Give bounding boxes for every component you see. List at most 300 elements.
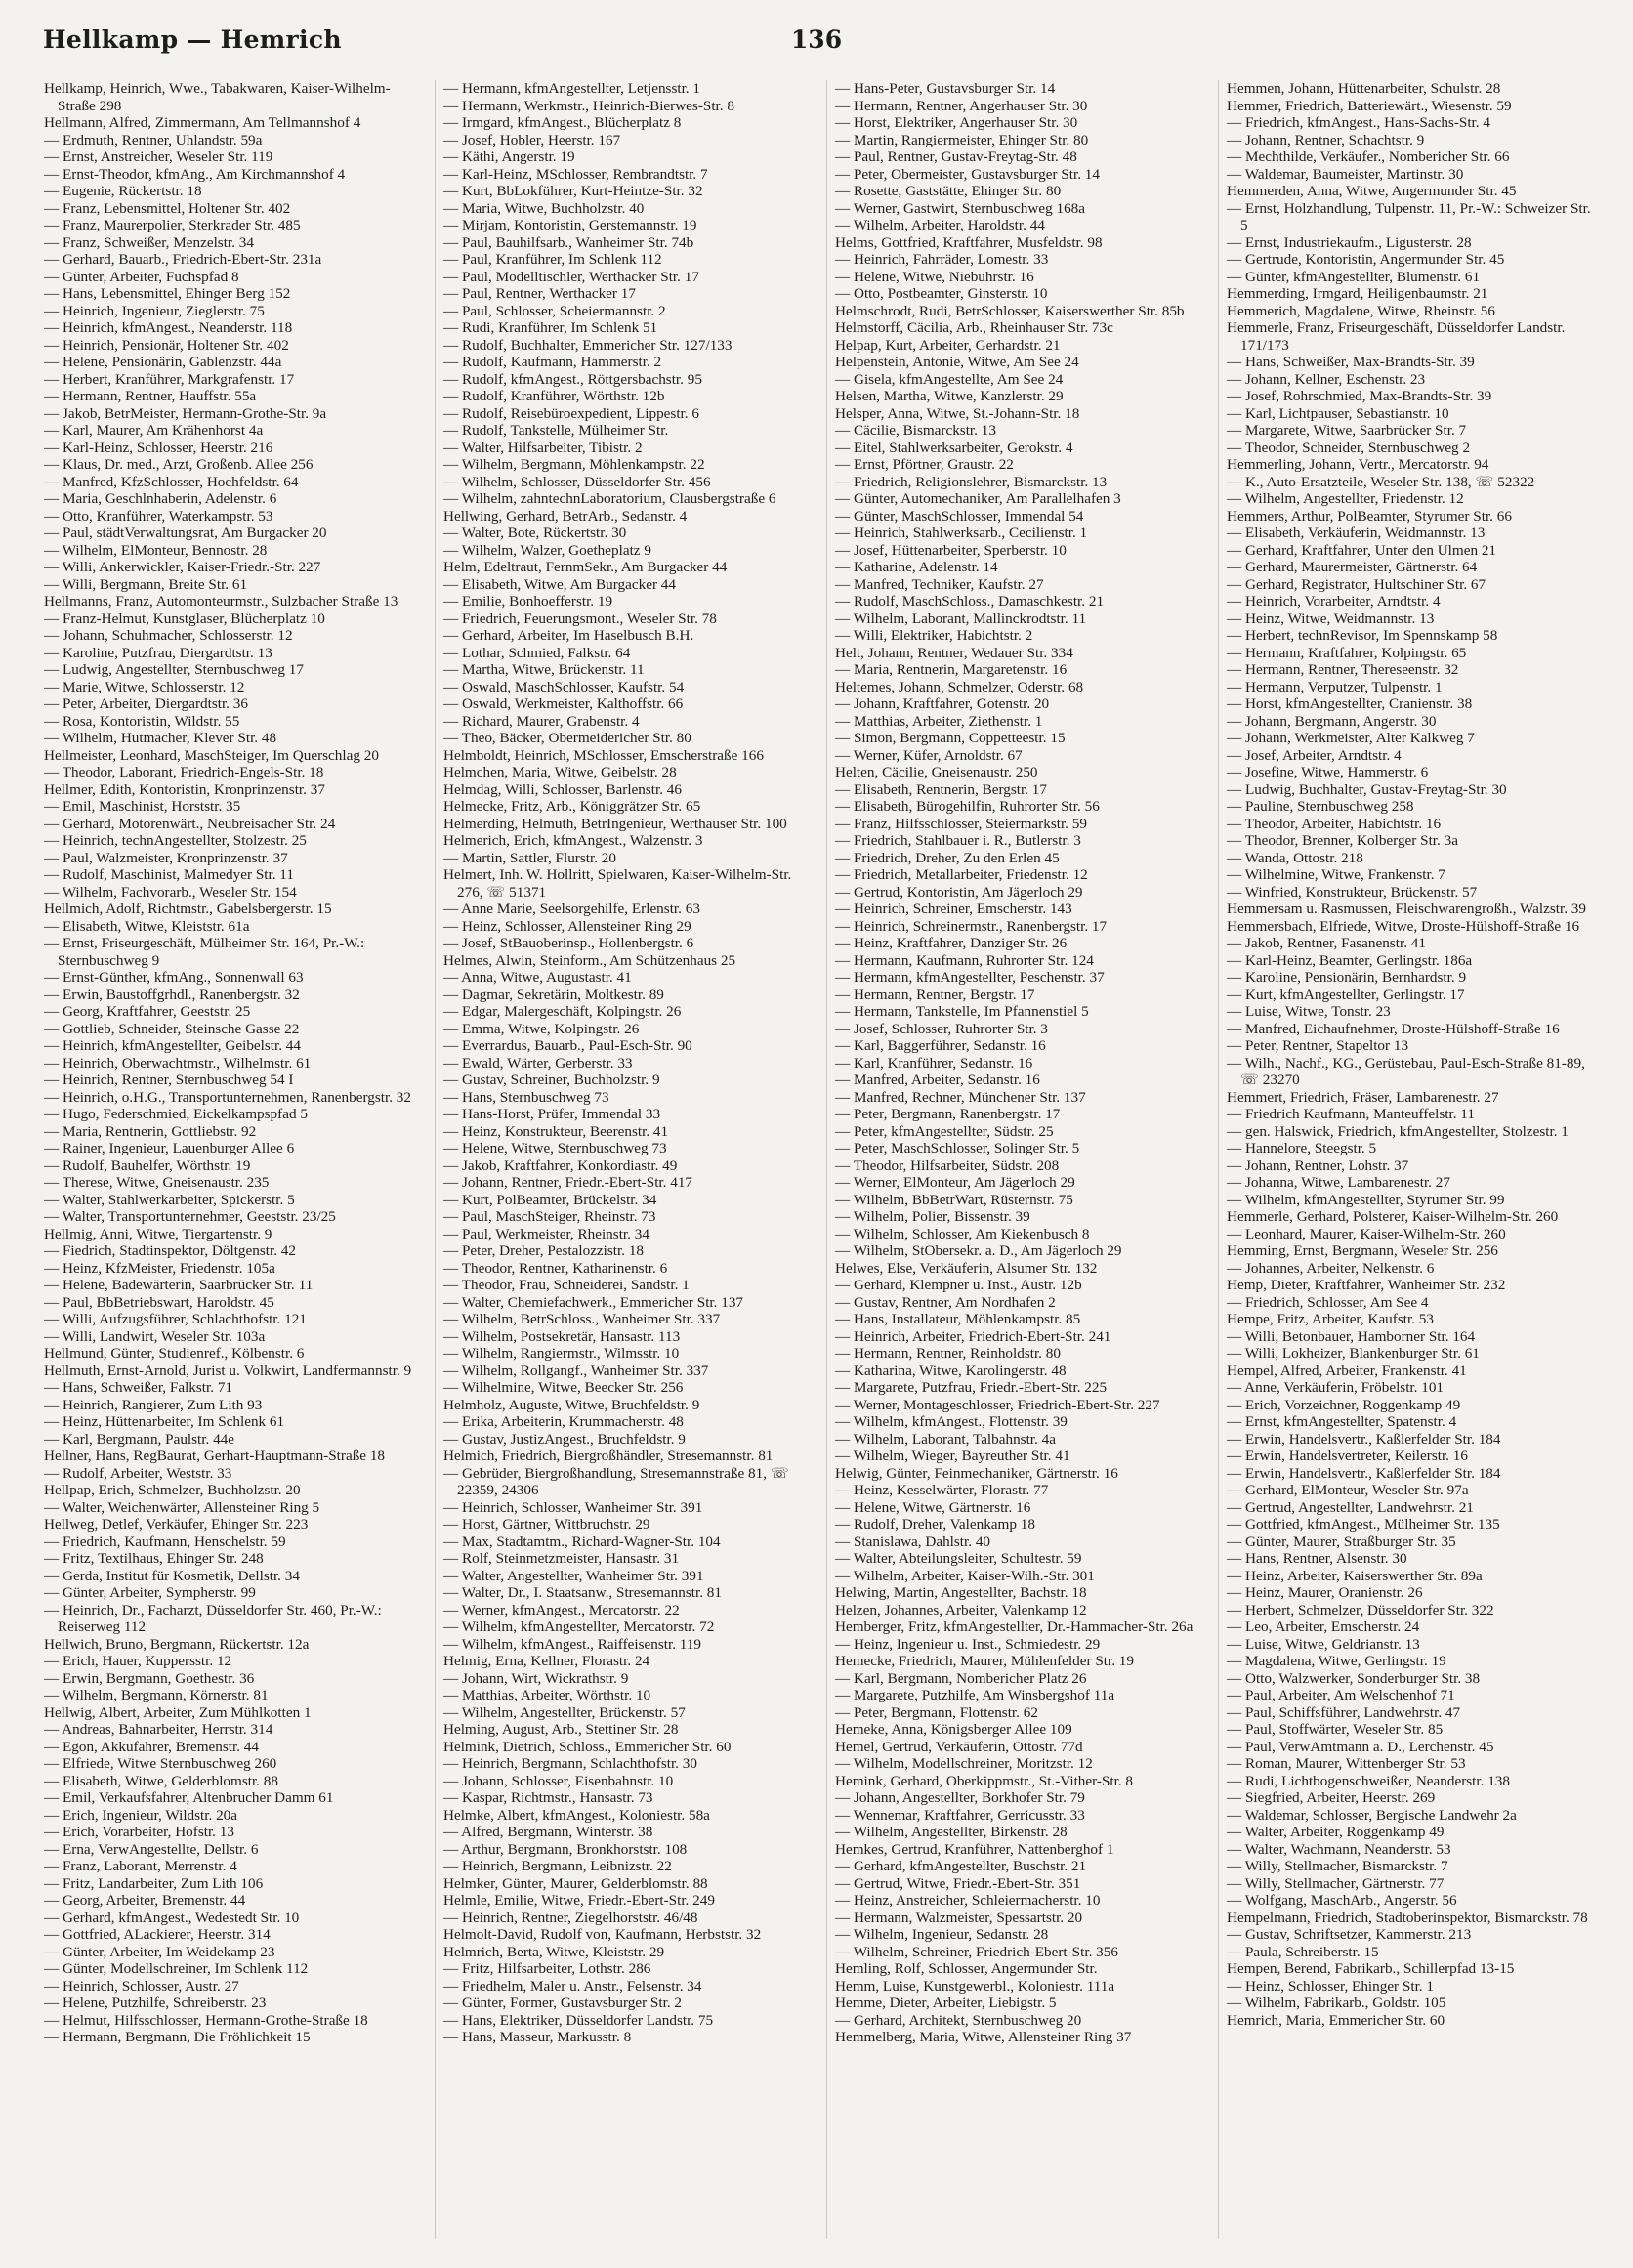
directory-entry: Heltemes, Johann, Schmelzer, Oderstr. 68 [835,678,1084,695]
directory-entry: — Josef, Hobler, Heerstr. 167 [443,131,621,148]
directory-entry: — Gustav, Schreiner, Buchholzstr. 9 [443,1071,660,1088]
directory-entry: — Willy, Stellmacher, Gärtnerstr. 77 [1227,1874,1445,1892]
directory-entry: — Heinrich, kfmAngest., Neanderstr. 118 [44,319,293,336]
directory-entry: Hemming, Ernst, Bergmann, Weseler Str. 256 [1227,1242,1498,1259]
directory-entry: — Fritz, Landarbeiter, Zum Lith 106 [44,1874,264,1892]
directory-entry: Hemmerle, Franz, Friseurgeschäft, Düsseldorfer Landstr. 171/173 [1227,319,1566,354]
directory-entry: — Johann, Schuhmacher, Schlosserstr. 12 [44,627,293,644]
directory-entry: — Wilhelm, Rollgangf., Wanheimer Str. 337 [443,1362,709,1379]
directory-entry: Helwig, Günter, Feinmechaniker, Gärtnerstr. 16 [835,1464,1118,1482]
directory-entry: Hellmuth, Ernst-Arnold, Jurist u. Volkwirt, Landfermannstr. 9 [44,1362,412,1379]
directory-entry: — Margarete, Witwe, Saarbrücker Str. 7 [1227,422,1467,439]
directory-entry: Hemrich, Maria, Emmericher Str. 60 [1227,2011,1445,2029]
directory-entry: — Ernst-Theodor, kfmAng., Am Kirchmannshof 4 [44,165,346,183]
directory-entry: — Gerhard, Maurermeister, Gärtnerstr. 64 [1227,559,1478,575]
column-1 [43,80,421,2239]
directory-entry: — Günter, Former, Gustavsburger Str. 2 [443,1995,683,2011]
directory-entry: — Peter, Arbeiter, Diergardtstr. 36 [44,695,248,712]
directory-entry: — Heinrich, Rangierer, Zum Lith 93 [44,1396,263,1413]
directory-entry: — Günter, MaschSchlosser, Immendal 54 [835,507,1084,525]
directory-entry: Helmchen, Maria, Witwe, Geibelstr. 28 [443,764,677,780]
directory-entry: — Peter, Obermeister, Gustavsburger Str. 14 [835,165,1100,183]
directory-entry: — Wilhelm, Laborant, Talbahnstr. 4a [835,1430,1056,1448]
directory-entry: — Hans-Horst, Prüfer, Immendal 33 [443,1106,661,1122]
directory-entry: — gen. Halswick, Friedrich, kfmAngestellter, Stolzestr. 1 [1227,1122,1569,1140]
directory-entry: — Emil, Maschinist, Horststr. 35 [44,798,241,815]
directory-entry: — Johannes, Arbeiter, Nelkenstr. 6 [1227,1259,1435,1277]
directory-entry: — Paul, Rentner, Gustav-Freytag-Str. 48 [835,148,1077,165]
directory-entry: — Wilhelm, StObersekr. a. D., Am Jägerloch 29 [835,1242,1122,1259]
directory-entry: — Maria, Rentnerin, Margaretenstr. 16 [835,661,1068,678]
directory-entry: — Paul, BbBetriebswart, Haroldstr. 45 [44,1293,274,1311]
directory-entry: — Hermann, Rentner, Bergstr. 17 [835,986,1035,1003]
directory-entry: — Heinz, Arbeiter, Kaiserswerther Str. 89a [1227,1567,1483,1584]
directory-entry: Hemmerle, Gerhard, Polsterer, Kaiser-Wilhelm-Str. 260 [1227,1208,1559,1225]
directory-entry: — Simon, Bergmann, Coppetteestr. 15 [835,730,1066,746]
directory-entry: — Leonhard, Maurer, Kaiser-Wilhelm-Str. 260 [1227,1225,1506,1242]
directory-entry: — Paul, VerwAmtmann a. D., Lerchenstr. 45 [1227,1738,1494,1755]
directory-entry: — Josef, Arbeiter, Arndtstr. 4 [1227,746,1402,764]
directory-entry: Hempelmann, Friedrich, Stadtoberinspektor, Bismarckstr. 78 [1227,1909,1588,1926]
directory-entry: — Franz, Laborant, Merrenstr. 4 [44,1858,237,1874]
directory-entry: — Paul, Bauhilfsarb., Wanheimer Str. 74b [443,233,694,251]
directory-entry: — Rudolf, Reisebüroexpedient, Lippestr. 6 [443,404,699,422]
directory-entry: Hellmund, Günter, Studienref., Kölbenstr. 6 [44,1345,305,1362]
directory-entry: — Peter, Dreher, Pestalozzistr. 18 [443,1242,645,1259]
directory-entry: — Friedrich, Stahlbauer i. R., Butlerstr. 3 [835,832,1081,849]
directory-entry: — Willi, Betonbauer, Hamborner Str. 164 [1227,1327,1476,1345]
directory-entry: — Gottfried, kfmAngest., Mülheimer Str. 135 [1227,1516,1500,1533]
directory-entry: — Eugenie, Rückertstr. 18 [44,183,202,199]
directory-entry: Hellpap, Erich, Schmelzer, Buchholzstr. 20 [44,1482,301,1498]
directory-entry: — Gertrud, Angestellter, Landwehrstr. 21 [1227,1498,1474,1516]
directory-entry: — Wilhelmine, Witwe, Frankenstr. 7 [1227,866,1445,883]
directory-entry: — Fritz, Hilfsarbeiter, Lothstr. 286 [443,1960,651,1977]
directory-entry: — Helene, Putzhilfe, Schreiberstr. 23 [44,1995,267,2011]
directory-entry: — Helene, Witwe, Niebuhrstr. 16 [835,268,1034,285]
directory-entry: — Johann, Bergmann, Angerstr. 30 [1227,712,1437,730]
directory-entry: — Gertrud, Kontoristin, Am Jägerloch 29 [835,883,1083,901]
directory-entry: — Wilhelm, Modellschreiner, Moritzstr. 12 [835,1755,1093,1772]
directory-entry: — Ewald, Wärter, Gerberstr. 33 [443,1054,633,1071]
directory-entry: — Heinrich, o.H.G., Transportunternehmen, Ranenbergstr. 32 [44,1088,411,1106]
directory-entry: — Arthur, Bergmann, Bronkhorststr. 108 [443,1840,688,1858]
directory-entry: — Hermann, Bergmann, Die Fröhlichkeit 15 [44,2029,311,2045]
directory-entry: — Mechthilde, Verkäufer., Nombericher Str. 66 [1227,148,1510,165]
directory-entry: — Franz, Maurerpolier, Sterkrader Str. 485 [44,217,301,233]
directory-entry: — Manfred, Techniker, Kaufstr. 27 [835,575,1044,593]
directory-entry: — Karl, Bergmann, Paulstr. 44e [44,1430,235,1448]
directory-entry: Hellwing, Gerhard, BetrArb., Sedanstr. 4 [443,507,688,525]
directory-entry: — Günter, Arbeiter, Fuchspfad 8 [44,268,239,285]
directory-entry: — Hermann, Kraftfahrer, Kolpingstr. 65 [1227,644,1467,661]
directory-entry: Helms, Gottfried, Kraftfahrer, Musfeldstr. 98 [835,233,1103,251]
directory-entry: — Siegfried, Arbeiter, Heerstr. 269 [1227,1789,1436,1806]
directory-entry: — Peter, MaschSchlosser, Solinger Str. 5 [835,1140,1080,1156]
directory-entry: — Hans, Schweißer, Falkstr. 71 [44,1379,233,1396]
directory-entry: — Franz, Hilfsschlosser, Steiermarkstr. 59 [835,815,1087,832]
directory-entry: — Gerhard, Arbeiter, Im Haselbusch B.H. [443,627,694,644]
directory-entry: — Otto, Postbeamter, Ginsterstr. 10 [835,285,1048,302]
directory-entry: — Josef, Schlosser, Ruhrorter Str. 3 [835,1020,1048,1037]
directory-entry: — Peter, Rentner, Stapeltor 13 [1227,1037,1409,1054]
directory-entry: — Wilhelm, kfmAngestellter, Mercatorstr. 72 [443,1618,715,1635]
directory-entry: — Hans, Elektriker, Düsseldorfer Landstr. 75 [443,2011,714,2029]
directory-entry: — Wilh., Nachf., KG., Gerüstebau, Paul-Esch-Straße 81-89, ☏ 23270 [1227,1054,1585,1088]
directory-entry: — Wilhelm, Walzer, Goetheplatz 9 [443,541,651,559]
directory-entry: Helmolt-David, Rudolf von, Kaufmann, Herbststr. 32 [443,1926,762,1943]
directory-entry: — Josef, Hüttenarbeiter, Sperberstr. 10 [835,541,1067,559]
directory-entry: Hemel, Gertrud, Verkäuferin, Ottostr. 77d [835,1738,1083,1755]
directory-entry: — Walter, Transportunternehmer, Geeststr. 23/25 [44,1208,336,1225]
directory-entry: Helmink, Dietrich, Schloss., Emmericher Str. 60 [443,1738,732,1755]
directory-entry: — Elisabeth, Witwe, Gelderblomstr. 88 [44,1772,278,1789]
column-4 [1218,80,1596,2239]
directory-entry: — Werner, Gastwirt, Sternbuschweg 168a [835,199,1086,217]
directory-entry: — Johann, Rentner, Lohstr. 37 [1227,1156,1409,1174]
directory-entry: — Heinrich, Pensionär, Holtener Str. 402 [44,336,289,354]
directory-entry: — Jakob, Rentner, Fasanenstr. 41 [1227,935,1426,951]
directory-entry: — Rudi, Lichtbogenschweißer, Neanderstr. 138 [1227,1772,1510,1789]
directory-entry: — Maria, Geschlnhaberin, Adelenstr. 6 [44,490,277,507]
directory-entry: — Wilhelm, zahntechnLaboratorium, Clausbergstraße 6 [443,490,776,507]
directory-entry: — Edgar, Malergeschäft, Kolpingstr. 26 [443,1003,682,1020]
directory-entry: — Horst, kfmAngestellter, Cranienstr. 38 [1227,695,1473,712]
directory-entry: — Herbert, technRevisor, Im Spennskamp 58 [1227,627,1498,644]
directory-entry: — Herbert, Kranführer, Markgrafenstr. 17 [44,370,295,388]
directory-entry: Hellmich, Adolf, Richtmstr., Gabelsbergerstr. 15 [44,901,332,917]
directory-entry: — Manfred, Arbeiter, Sedanstr. 16 [835,1071,1040,1088]
directory-entry: — Rudolf, Kaufmann, Hammerstr. 2 [443,354,662,370]
directory-entry: — Wilhelm, kfmAngest., Flottenstr. 39 [835,1413,1068,1430]
directory-entry: — Friedrich, Dreher, Zu den Erlen 45 [835,849,1060,866]
directory-entry: — Walter, Arbeiter, Roggenkamp 49 [1227,1824,1445,1840]
directory-entry: — Heinz, Ingenieur u. Inst., Schmiedestr. 29 [835,1635,1101,1653]
directory-entry: — Wilhelm, Schreiner, Friedrich-Ebert-Str. 356 [835,1943,1118,1960]
directory-entry: — Erwin, Bergmann, Goethestr. 36 [44,1669,255,1687]
directory-entry: — Wilhelm, Postsekretär, Hansastr. 113 [443,1327,681,1345]
directory-entry: — Margarete, Putzhilfe, Am Winsbergshof 11a [835,1687,1115,1703]
directory-entry: — Hannelore, Steegstr. 5 [1227,1140,1377,1156]
directory-entry: — Paul, Werkmeister, Rheinstr. 34 [443,1225,649,1242]
directory-entry: — Paul, Modelltischler, Werthacker Str. 17 [443,268,699,285]
directory-entry: Hempel, Alfred, Arbeiter, Frankenstr. 41 [1227,1362,1467,1379]
directory-entry: — Friedrich, Metallarbeiter, Friedenstr. 12 [835,866,1088,883]
directory-entry: Helmecke, Fritz, Arb., Königgrätzer Str. 65 [443,798,701,815]
directory-entry: — Emilie, Bonhoefferstr. 19 [443,593,613,609]
directory-entry: — Günter, Arbeiter, Im Weidekamp 23 [44,1943,275,1960]
directory-entry: — Erich, Vorzeichner, Roggenkamp 49 [1227,1396,1461,1413]
directory-entry: — Theo, Bäcker, Obermeidericher Str. 80 [443,730,691,746]
directory-entry: Hellmanns, Franz, Automonteurmstr., Sulzbacher Straße 13 [44,593,398,609]
directory-entry: Hemmer, Friedrich, Batteriewärt., Wiesenstr. 59 [1227,97,1512,114]
directory-entry: — Theodor, Laborant, Friedrich-Engels-Str. 18 [44,764,324,780]
directory-entry: — Erika, Arbeiterin, Krummacherstr. 48 [443,1413,684,1430]
page-number: 136 [790,25,843,54]
directory-entry: — Wilhelmine, Witwe, Beecker Str. 256 [443,1379,684,1396]
directory-entry: — Paul, Arbeiter, Am Welschenhof 71 [1227,1687,1455,1703]
directory-entry: Hellmer, Edith, Kontoristin, Kronprinzenstr. 37 [44,780,325,798]
directory-entry: — Otto, Walzwerker, Sonderburger Str. 38 [1227,1669,1481,1687]
directory-entry: — Wilhelm, ElMonteur, Bennostr. 28 [44,541,268,559]
directory-entry: — Gebrüder, Biergroßhandlung, Stresemannstraße 81, ☏ 22359, 24306 [443,1464,789,1498]
directory-entry: — Wilhelm, Angestellter, Friedenstr. 12 [1227,490,1464,507]
directory-entry: — Paul, Rentner, Werthacker 17 [443,285,636,302]
directory-entry: — Everrardus, Bauarb., Paul-Esch-Str. 90 [443,1037,692,1054]
directory-entry: — Franz, Schweißer, Menzelstr. 34 [44,233,254,251]
directory-entry: Hemmert, Friedrich, Fräser, Lambarenestr. 27 [1227,1088,1499,1106]
directory-entry: — Heinz, Anstreicher, Schleiermacherstr. 10 [835,1892,1101,1909]
directory-entry: — Heinz, Witwe, Weidmannstr. 13 [1227,609,1435,627]
directory-entry: — Franz, Lebensmittel, Holtener Str. 402 [44,199,291,217]
directory-entry: — Hermann, kfmAngestellter, Letjensstr. 1 [443,80,700,97]
directory-entry: Helmholz, Auguste, Witwe, Bruchfeldstr. 9 [443,1396,700,1413]
directory-entry: Helmerich, Erich, kfmAngest., Walzenstr. 3 [443,832,703,849]
directory-entry: — Manfred, KfzSchlosser, Hochfeldstr. 64 [44,473,299,490]
directory-entry: — Heinz, KfzMeister, Friedenstr. 105a [44,1259,275,1277]
directory-entry: — Marie, Witwe, Schlosserstr. 12 [44,678,245,695]
directory-entry: — Margarete, Putzfrau, Friedr.-Ebert-Str. 225 [835,1379,1108,1396]
directory-entry: — Heinz, Schlosser, Allensteiner Ring 29 [443,917,691,935]
directory-entry: — Lothar, Schmied, Falkstr. 64 [443,644,631,661]
directory-entry: — Gerda, Institut für Kosmetik, Dellstr. 34 [44,1567,300,1584]
directory-entry: — Helene, Witwe, Sternbuschweg 73 [443,1140,667,1156]
directory-entry: — Heinrich, Schreiner, Emscherstr. 143 [835,901,1072,917]
directory-entry: — Elisabeth, Witwe, Am Burgacker 44 [443,575,676,593]
directory-entry: — Matthias, Arbeiter, Ziethenstr. 1 [835,712,1043,730]
directory-entry: — Gerhard, Klempner u. Inst., Austr. 12b [835,1277,1082,1293]
directory-entry: — Stanislawa, Dahlstr. 40 [835,1533,991,1550]
directory-entry: Helmrich, Berta, Witwe, Kleiststr. 29 [443,1943,665,1960]
directory-entry: — Hermann, Rentner, Reinholdstr. 80 [835,1345,1061,1362]
directory-entry: — Heinrich, Schreinermstr., Ranenbergstr. 17 [835,917,1108,935]
directory-entry: — Gerhard, ElMonteur, Weseler Str. 97a [1227,1482,1469,1498]
directory-entry: — Rudolf, Arbeiter, Weststr. 33 [44,1464,232,1482]
directory-entry: — Oswald, MaschSchlosser, Kaufstr. 54 [443,678,685,695]
directory-entry: — Hans-Peter, Gustavsburger Str. 14 [835,80,1056,97]
directory-entry: — Hermann, Rentner, Angerhauser Str. 30 [835,97,1088,114]
directory-entry: — Erich, Ingenieur, Wildstr. 20a [44,1806,237,1824]
directory-entry: — Wilhelm, kfmAngest., Raiffeisenstr. 119 [443,1635,702,1653]
directory-entry: Hellmann, Alfred, Zimmermann, Am Tellmannshof 4 [44,114,361,131]
directory-entry: — Heinz, Maurer, Oranienstr. 26 [1227,1584,1423,1601]
directory-entry: — Willi, Landwirt, Weseler Str. 103a [44,1327,266,1345]
directory-entry: — Ludwig, Angestellter, Sternbuschweg 17 [44,661,304,678]
directory-entry: — Elisabeth, Verkäuferin, Weidmannstr. 13 [1227,525,1486,541]
directory-entry: — Heinz, Hüttenarbeiter, Im Schlenk 61 [44,1413,285,1430]
directory-entry: — Günter, kfmAngestellter, Blumenstr. 61 [1227,268,1481,285]
directory-entry: — Paul, Schiffsführer, Landwehrstr. 47 [1227,1703,1461,1721]
directory-entry: Hellmeister, Leonhard, MaschSteiger, Im Querschlag 20 [44,746,379,764]
directory-entry: — Pauline, Sternbuschweg 258 [1227,798,1414,815]
directory-entry: — Manfred, Rechner, Münchener Str. 137 [835,1088,1086,1106]
directory-entry: — Maria, Witwe, Buchholzstr. 40 [443,199,645,217]
directory-entry: — Hermann, Rentner, Hauffstr. 55a [44,388,257,404]
directory-entry: — Horst, Elektriker, Angerhauser Str. 30 [835,114,1078,131]
directory-entry: — Hans, Schweißer, Max-Brandts-Str. 39 [1227,354,1475,370]
directory-entry: — Hugo, Federschmied, Eickelkampspfad 5 [44,1106,308,1122]
directory-entry: — Willy, Stellmacher, Bismarckstr. 7 [1227,1858,1448,1874]
directory-entry: — Hermann, Werkmstr., Heinrich-Bierwes-Str. 8 [443,97,734,114]
directory-entry: — Johann, Wirt, Wickrathstr. 9 [443,1669,629,1687]
directory-entry: — Kurt, BbLokführer, Kurt-Heintze-Str. 32 [443,183,703,199]
directory-entry: Hellmig, Anni, Witwe, Tiergartenstr. 9 [44,1225,272,1242]
directory-entry: — Irmgard, kfmAngest., Blücherplatz 8 [443,114,682,131]
directory-entry: Hemmerden, Anna, Witwe, Angermunder Str. 45 [1227,183,1517,199]
directory-entry: — Erdmuth, Rentner, Uhlandstr. 59a [44,131,263,148]
directory-entry: — Hans, Sternbuschweg 73 [443,1088,609,1106]
directory-entry: — Waldemar, Baumeister, Martinstr. 30 [1227,165,1464,183]
directory-entry: — Hermann, Rentner, Thereseenstr. 32 [1227,661,1459,678]
directory-entry: — Katharine, Adelenstr. 14 [835,559,998,575]
directory-entry: Helmstorff, Cäcilia, Arb., Rheinhauser Str. 73c [835,319,1113,336]
directory-entry: Helmich, Friedrich, Biergroßhändler, Stresemannstr. 81 [443,1448,774,1464]
directory-entry: — Ernst, Anstreicher, Weseler Str. 119 [44,148,273,165]
directory-entry: — Rosa, Kontoristin, Wildstr. 55 [44,712,240,730]
directory-entry: — Luise, Witwe, Tonstr. 23 [1227,1003,1391,1020]
directory-entry: — Heinrich, Schlosser, Wanheimer Str. 391 [443,1498,703,1516]
directory-entry: — Gustav, Rentner, Am Nordhafen 2 [835,1293,1056,1311]
directory-entry: — Wilhelm, Angestellter, Brückenstr. 57 [443,1703,686,1721]
directory-entry: — Klaus, Dr. med., Arzt, Großenb. Allee 256 [44,456,314,473]
directory-entry: — Ernst, kfmAngestellter, Spatenstr. 4 [1227,1413,1457,1430]
directory-entry: — Magdalena, Witwe, Gerlingstr. 19 [1227,1653,1446,1669]
directory-entry: — Heinrich, Ingenieur, Zieglerstr. 75 [44,302,265,319]
directory-entry: Hemberger, Fritz, kfmAngestellter, Dr.-Hammacher-Str. 26a [835,1618,1193,1635]
directory-entry: — Friedhelm, Maler u. Anstr., Felsenstr. 34 [443,1977,702,1995]
directory-entry: — Fritz, Textilhaus, Ehinger Str. 248 [44,1550,264,1567]
directory-entry: — Elisabeth, Witwe, Kleiststr. 61a [44,917,250,935]
directory-entry: — Jakob, BetrMeister, Hermann-Grothe-Str. 9a [44,404,327,422]
directory-entry: — Cäcilie, Bismarckstr. 13 [835,422,996,439]
directory-entry: — Waldemar, Schlosser, Bergische Landwehr 2a [1227,1806,1517,1824]
directory-entry: — Josef, StBauoberinsp., Hollenbergstr. 6 [443,935,694,951]
directory-entry: — Max, Stadtamtm., Richard-Wagner-Str. 104 [443,1533,721,1550]
directory-entry: Hempe, Fritz, Arbeiter, Kaufstr. 53 [1227,1311,1434,1327]
directory-entry: — Luise, Witwe, Geldrianstr. 13 [1227,1635,1420,1653]
directory-entry: Helmdag, Willi, Schlosser, Barlenstr. 46 [443,780,682,798]
directory-entry: — Wilhelm, Bergmann, Körnerstr. 81 [44,1687,269,1703]
directory-entry: — Elisabeth, Bürogehilfin, Ruhrorter Str. 56 [835,798,1100,815]
directory-entry: — Theodor, Hilfsarbeiter, Südstr. 208 [835,1156,1060,1174]
directory-entry: — Leo, Arbeiter, Emscherstr. 24 [1227,1618,1420,1635]
directory-entry: Helming, August, Arb., Stettiner Str. 28 [443,1721,679,1738]
directory-entry: — Peter, Bergmann, Flottenstr. 62 [835,1703,1038,1721]
directory-entry: — Rudolf, Kranführer, Wörthstr. 12b [443,388,665,404]
directory-entry: — Rudolf, MaschSchloss., Damaschkestr. 21 [835,593,1105,609]
directory-entry: — Heinrich, Vorarbeiter, Arndtstr. 4 [1227,593,1441,609]
directory-entry: — Martin, Rangiermeister, Ehinger Str. 80 [835,131,1089,148]
page-header [43,25,1590,64]
directory-entry: Hemmerling, Johann, Vertr., Mercatorstr. 94 [1227,456,1489,473]
directory-entry: — Walter, Abteilungsleiter, Schultestr. 59 [835,1550,1082,1567]
directory-entry: — Erna, VerwAngestellte, Dellstr. 6 [44,1840,259,1858]
directory-entry: — Therese, Witwe, Gneisenaustr. 235 [44,1174,270,1191]
directory-entry: — Johann, Kraftfahrer, Gotenstr. 20 [835,695,1050,712]
directory-entry: — Willi, Bergmann, Breite Str. 61 [44,575,248,593]
directory-entry: Hemkes, Gertrud, Kranführer, Nattenberghof 1 [835,1840,1114,1858]
directory-entry: — Erwin, Baustoffgrhdl., Ranenbergstr. 32 [44,986,300,1003]
directory-entry: — Gustav, JustizAngest., Bruchfeldstr. 9 [443,1430,686,1448]
directory-entry: — Karl-Heinz, MSchlosser, Rembrandtstr. 7 [443,165,708,183]
column-3 [826,80,1204,2239]
directory-entry: — Hermann, Walzmeister, Spessartstr. 20 [835,1909,1083,1926]
directory-entry: — Wilhelm, BetrSchloss., Wanheimer Str. 337 [443,1311,721,1327]
directory-entry: — Wilhelm, kfmAngestellter, Styrumer Str. 99 [1227,1191,1505,1208]
directory-entry: — Wennemar, Kraftfahrer, Gerricusstr. 33 [835,1806,1085,1824]
directory-entry: — Paul, MaschSteiger, Rheinstr. 73 [443,1208,656,1225]
directory-columns [43,80,1596,2239]
directory-entry: — Peter, kfmAngestellter, Südstr. 25 [835,1122,1054,1140]
directory-entry: Helmerding, Helmuth, BetrIngenieur, Werthauser Str. 100 [443,815,787,832]
directory-entry: — Friedrich, Kaufmann, Henschelstr. 59 [44,1533,286,1550]
directory-entry: — Günter, Modellschreiner, Im Schlenk 112 [44,1960,309,1977]
directory-entry: — Wilhelm, Wieger, Bayreuther Str. 41 [835,1448,1070,1464]
directory-entry: — Eitel, Stahlwerksarbeiter, Gerokstr. 4 [835,439,1073,456]
directory-entry: Hemmerich, Magdalene, Witwe, Rheinstr. 56 [1227,302,1495,319]
directory-entry: — Rolf, Steinmetzmeister, Hansastr. 31 [443,1550,680,1567]
directory-entry: — Theodor, Arbeiter, Habichtstr. 16 [1227,815,1442,832]
directory-entry: Helmle, Emilie, Witwe, Friedr.-Ebert-Str. 249 [443,1892,715,1909]
directory-entry: — Franz-Helmut, Kunstglaser, Blücherplatz 10 [44,609,325,627]
directory-entry: — Gerhard, kfmAngest., Wedestedt Str. 10 [44,1909,300,1926]
directory-entry: — Heinrich, Schlosser, Austr. 27 [44,1977,239,1995]
directory-entry: — Karoline, Putzfrau, Diergardtstr. 13 [44,644,272,661]
directory-entry: — Willi, Elektriker, Habichtstr. 2 [835,627,1033,644]
directory-entry: — Ernst, Holzhandlung, Tulpenstr. 11, Pr.-W.: Schweizer Str. 5 [1227,199,1591,233]
directory-entry: — Johanna, Witwe, Lambarenestr. 27 [1227,1174,1450,1191]
directory-entry: — Hermann, Verputzer, Tulpenstr. 1 [1227,678,1443,695]
directory-entry: — Rudi, Kranführer, Im Schlenk 51 [443,319,658,336]
directory-entry: — Emil, Verkaufsfahrer, Altenbrucher Damm 61 [44,1789,334,1806]
directory-entry: Helsen, Martha, Witwe, Kanzlerstr. 29 [835,388,1064,404]
directory-entry: — Hermann, Kaufmann, Ruhrorter Str. 124 [835,951,1094,969]
directory-entry: — Theodor, Schneider, Sternbuschweg 2 [1227,439,1471,456]
directory-entry: — Ernst, Friseurgeschäft, Mülheimer Str. 164, Pr.-W.: Sternbuschweg 9 [44,935,365,969]
directory-entry: — Werner, kfmAngest., Mercatorstr. 22 [443,1601,680,1618]
directory-entry: — Andreas, Bahnarbeiter, Herrstr. 314 [44,1721,273,1738]
directory-entry: — Rosette, Gaststätte, Ehinger Str. 80 [835,183,1062,199]
directory-entry: — Gerhard, Bauarb., Friedrich-Ebert-Str. 231a [44,251,322,268]
directory-entry: — Johann, Werkmeister, Alter Kalkweg 7 [1227,730,1475,746]
directory-entry: — Katharina, Witwe, Karolingerstr. 48 [835,1362,1067,1379]
directory-entry: — Wilhelm, Arbeiter, Kaiser-Wilh.-Str. 301 [835,1567,1095,1584]
directory-entry: — Wilhelm, Fachvorarb., Weseler Str. 154 [44,883,297,901]
directory-entry: — Heinz, Kraftfahrer, Danziger Str. 26 [835,935,1068,951]
directory-entry: Hemink, Gerhard, Oberkippmstr., St.-Vither-Str. 8 [835,1772,1134,1789]
directory-entry: — Martha, Witwe, Brückenstr. 11 [443,661,645,678]
directory-entry: Hemmers, Arthur, PolBeamter, Styrumer Str. 66 [1227,507,1512,525]
directory-entry: — Heinrich, kfmAngestellter, Geibelstr. 44 [44,1037,301,1054]
directory-entry: — Johann, Kellner, Eschenstr. 23 [1227,370,1426,388]
directory-entry: — Gottfried, ALackierer, Heerstr. 314 [44,1926,271,1943]
directory-entry: — Rudolf, Maschinist, Malmedyer Str. 11 [44,866,294,883]
directory-entry: — Wilhelm, BbBetrWart, Rüsternstr. 75 [835,1191,1073,1208]
directory-entry: — Heinrich, Dr., Facharzt, Düsseldorfer Str. 460, Pr.-W.: Reiserweg 112 [44,1601,382,1635]
directory-entry: Helwes, Else, Verkäuferin, Alsumer Str. 132 [835,1259,1098,1277]
directory-entry: — Oswald, Werkmeister, Kalthoffstr. 66 [443,695,684,712]
directory-entry: — Paula, Schreiberstr. 15 [1227,1943,1379,1960]
directory-entry: — Friedrich Kaufmann, Manteuffelstr. 11 [1227,1106,1475,1122]
directory-entry: — Karl, Lichtpauser, Sebastianstr. 10 [1227,404,1449,422]
directory-entry: — Wilhelm, Bergmann, Möhlenkampstr. 22 [443,456,705,473]
directory-entry: Helmschrodt, Rudi, BetrSchlosser, Kaiserswerther Str. 85b [835,302,1185,319]
directory-entry: — Jakob, Kraftfahrer, Konkordiastr. 49 [443,1156,678,1174]
directory-entry: — Friedrich, Feuerungsmont., Weseler Str. 78 [443,609,717,627]
directory-entry: — Hermann, kfmAngestellter, Peschenstr. 37 [835,969,1105,986]
directory-entry: — Wilhelm, Hutmacher, Klever Str. 48 [44,730,277,746]
directory-entry: — Gertrud, Witwe, Friedr.-Ebert-Str. 351 [835,1874,1081,1892]
